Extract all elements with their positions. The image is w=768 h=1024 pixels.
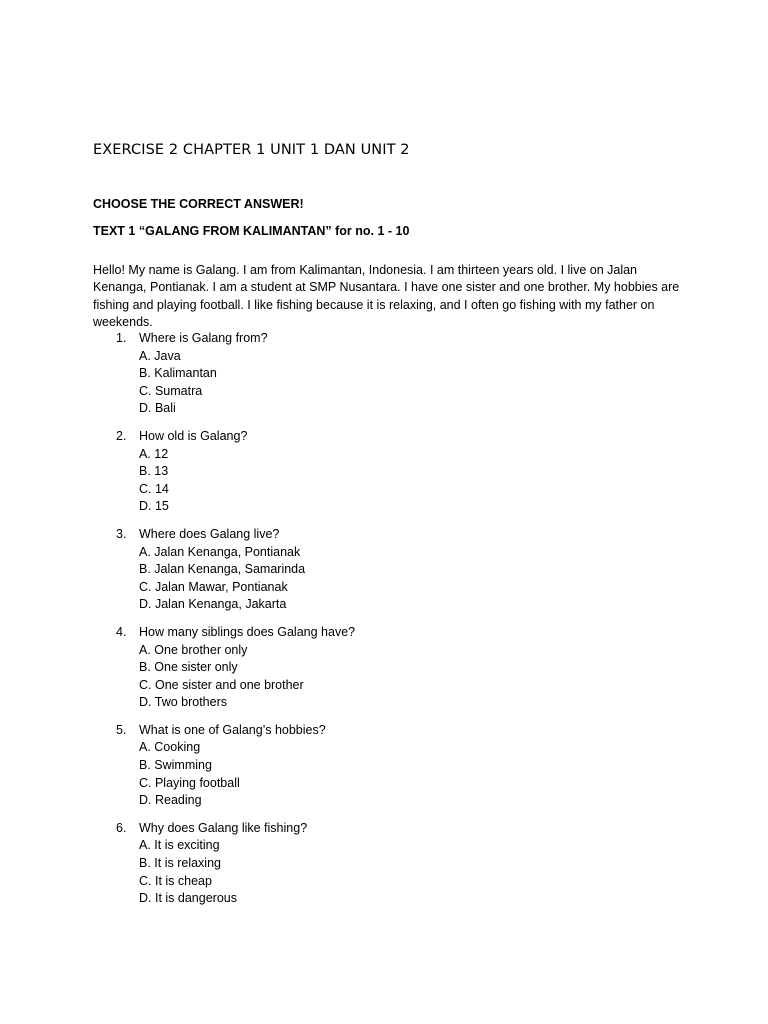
- answer-option: A. One brother only: [139, 642, 248, 657]
- question-item: [116, 428, 676, 516]
- text-heading: TEXT 1 “GALANG FROM KALIMANTAN” for no. 1 - 10: [93, 224, 410, 238]
- question-list: [116, 330, 676, 918]
- answer-option: B. Swimming: [139, 758, 212, 773]
- answer-options: [139, 739, 676, 809]
- answer-option: C. One sister and one brother: [139, 677, 304, 692]
- question-number: 1.: [116, 331, 127, 345]
- answer-option: D. 15: [139, 499, 169, 514]
- question-item: [116, 330, 676, 418]
- question-number: 4.: [116, 624, 127, 639]
- question-item: [116, 526, 676, 614]
- answer-options: [139, 544, 676, 614]
- answer-option: C. 14: [139, 481, 169, 496]
- answer-options: [139, 446, 676, 516]
- question-text: Where does Galang live?: [139, 526, 280, 541]
- answer-option: B. 13: [139, 464, 169, 479]
- document-title: EXERCISE 2 CHAPTER 1 UNIT 1 DAN UNIT 2: [93, 142, 410, 158]
- question-item: [116, 722, 676, 810]
- question-number: 6.: [116, 820, 127, 835]
- question-text: Where is Galang from?: [139, 331, 268, 345]
- answer-option: D. Two brothers: [139, 695, 228, 710]
- answer-option: D. Bali: [139, 401, 176, 416]
- answer-option: B. One sister only: [139, 660, 238, 675]
- answer-option: A. 12: [139, 446, 169, 461]
- question-item: [116, 820, 676, 908]
- question-text: What is one of Galang’s hobbies?: [139, 722, 326, 737]
- question-number: 3.: [116, 526, 127, 541]
- answer-option: D. Reading: [139, 793, 202, 808]
- question-number: 5.: [116, 722, 127, 737]
- reading-passage: Hello! My name is Galang. I am from Kalimantan, Indonesia. I am thirteen years old. I live on Jalan Kenanga, Pontianak. I am a student at SMP Nusantara. I have one sister and one brother. My hobbies are fishing and playing football. I like fishing because it is relaxing, and I often go fishing with my father on weekends.: [93, 262, 680, 330]
- answer-options: [139, 348, 676, 418]
- question-item: [116, 624, 676, 712]
- answer-option: A. Java: [139, 348, 181, 363]
- answer-option: C. Playing football: [139, 775, 240, 790]
- answer-option: D. It is dangerous: [139, 891, 237, 906]
- answer-option: B. It is relaxing: [139, 856, 221, 871]
- answer-option: C. Sumatra: [139, 383, 203, 398]
- question-text: How old is Galang?: [139, 428, 248, 443]
- answer-options: [139, 642, 676, 712]
- answer-option: A. Jalan Kenanga, Pontianak: [139, 544, 301, 559]
- answer-option: B. Jalan Kenanga, Samarinda: [139, 562, 306, 577]
- question-text: How many siblings does Galang have?: [139, 624, 356, 639]
- answer-option: A. Cooking: [139, 740, 201, 755]
- answer-options: [139, 837, 676, 907]
- answer-option: B. Kalimantan: [139, 366, 217, 381]
- answer-option: D. Jalan Kenanga, Jakarta: [139, 597, 287, 612]
- instruction-heading: CHOOSE THE CORRECT ANSWER!: [93, 197, 304, 211]
- answer-option: C. Jalan Mawar, Pontianak: [139, 579, 288, 594]
- question-text: Why does Galang like fishing?: [139, 820, 308, 835]
- question-number: 2.: [116, 428, 127, 443]
- answer-option: A. It is exciting: [139, 838, 220, 853]
- answer-option: C. It is cheap: [139, 873, 212, 888]
